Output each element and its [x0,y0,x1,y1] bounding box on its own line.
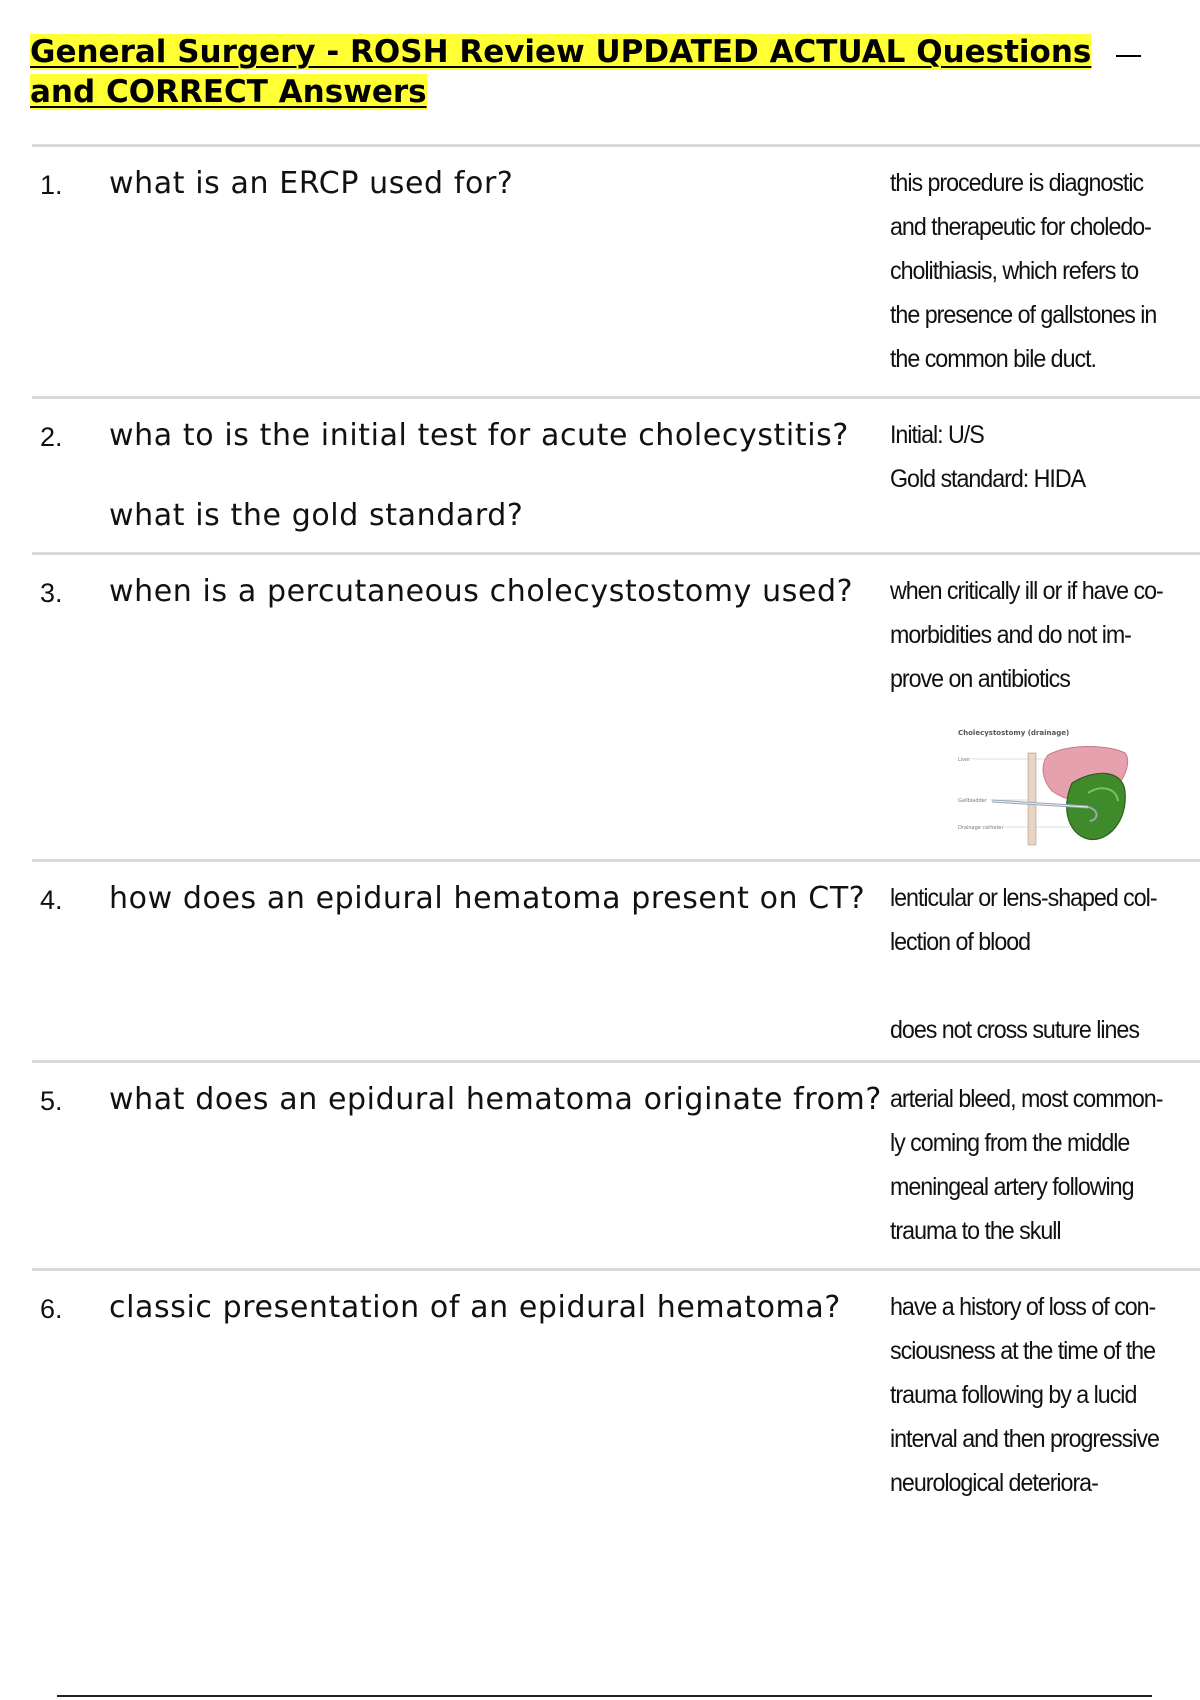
card-question [109,416,884,536]
figure-label-liver: Liver [958,757,971,763]
card-answer [890,1285,1169,1505]
card-number: 6. [40,1294,63,1324]
answer-paragraph: Gold standard: HIDA [890,465,1086,493]
card-answer [890,876,1169,1052]
question-line: what is an ERCP used for? [109,166,514,201]
card-row-4 [32,859,1200,1060]
answer-paragraph: lenticular or lens-shaped collection of blood [890,884,1158,956]
card-question [109,879,884,919]
question-line: wha to is the initial test for acute cholecystitis? [109,418,849,453]
card-row-2 [32,396,1200,552]
answer-paragraph: does not cross suture lines [890,1016,1139,1044]
card-row-5 [32,1060,1200,1268]
question-line: what is the gold standard? [109,498,524,533]
card-number: 4. [40,885,63,915]
card-answer [890,1077,1169,1253]
question-line: when is a percutaneous cholecystostomy used? [109,574,854,609]
question-line: how does an epidural hematoma present on CT? [109,881,866,916]
question-line: classic presentation of an epidural hematoma? [109,1290,841,1325]
answer-paragraph: Initial: U/S [890,421,984,449]
document-title [30,32,1150,112]
answer-paragraph: arterial bleed, most commonly coming from the middle meningeal artery following trauma to the skull [890,1085,1164,1245]
card-question [109,1288,884,1328]
card-question [109,1080,884,1120]
card-number: 3. [40,578,63,608]
card-row-6 [32,1268,1200,1518]
document-title-text: General Surgery - ROSH Review UPDATED ACTUAL Questions and CORRECT Answers [30,34,1092,110]
card-question [109,572,884,612]
figure-label-catheter: Drainage catheter [958,825,1004,831]
page-bottom-rule [57,1695,1152,1697]
card-answer [890,413,1169,501]
card-row-1 [32,144,1200,396]
card-number: 2. [40,422,63,452]
cholecystostomy-illustration [920,725,1135,860]
title-dash [1116,55,1141,57]
card-number: 1. [40,170,63,200]
card-answer [890,161,1169,381]
figure-label-gallbladder: Gallbladder [958,798,987,804]
answer-paragraph: this procedure is diagnostic and therapeutic for choledocholithiasis, which refers to the presence of gallstones in the common bile duct. [890,169,1157,373]
card-row-3 [32,552,1200,859]
figure-title: Cholecystostomy (drainage) [958,729,1070,737]
card-answer [890,569,1169,701]
card-number: 5. [40,1086,63,1116]
answer-paragraph: when critically ill or if have comorbidities and do not improve on antibiotics [890,577,1164,693]
abdominal-wall [1028,753,1036,845]
question-line: what does an epidural hematoma originate from? [109,1082,882,1117]
answer-paragraph: have a history of loss of consciousness at the time of the trauma following by a lucid interval and then progressive neurological deteriora- [890,1293,1159,1497]
card-question [109,164,884,204]
